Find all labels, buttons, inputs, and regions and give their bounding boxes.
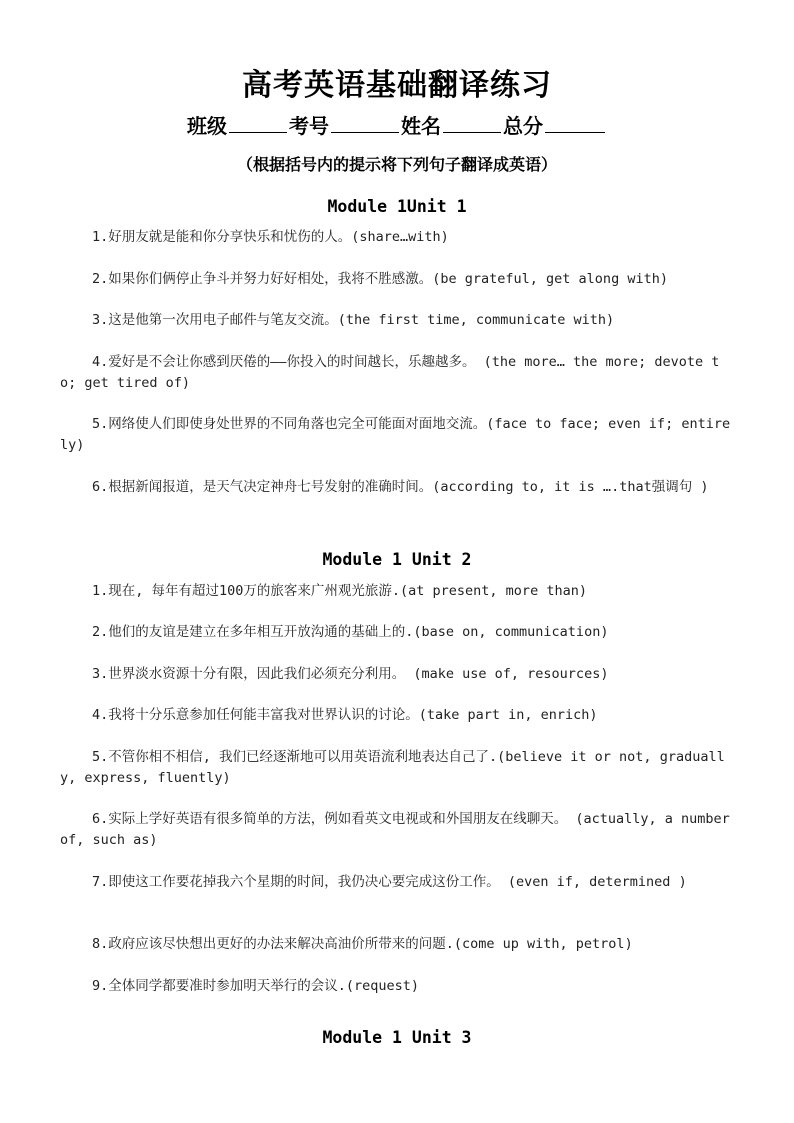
list-item: 6.根据新闻报道，是天气决定神舟七号发射的准确时间。(according to, it is ….that强调句 ): [92, 479, 709, 495]
score-label: 总分: [503, 114, 543, 138]
student-info-line: [0, 110, 794, 139]
list-item: 3.这是他第一次用电子邮件与笔友交流。(the first time, communicate with): [92, 312, 615, 328]
list-item: 4.爱好是不会让你感到厌倦的——你投入的时间越长，乐趣越多。 (the more… the more; devote to; get tired of): [60, 354, 720, 391]
section-heading-unit-1: Module 1Unit 1: [327, 197, 467, 216]
exam-number-blank[interactable]: [331, 112, 399, 133]
section-heading-unit-2: Module 1 Unit 2: [322, 550, 472, 569]
list-item: 8.政府应该尽快想出更好的办法来解决高油价所带来的问题.(come up with, petrol): [92, 936, 633, 952]
list-item: 5.不管你相不相信, 我们已经逐渐地可以用英语流利地表达自己了.(believe it or not, gradually, express, fluently): [60, 749, 725, 786]
list-item: 1.好朋友就是能和你分享快乐和忧伤的人。(share…with): [92, 229, 449, 245]
list-item: 6.实际上学好英语有很多简单的方法，例如看英文电视或和外国朋友在线聊天。 (actually, a number of, such as): [60, 811, 730, 848]
name-label: 姓名: [401, 114, 441, 138]
list-item: 1.现在, 每年有超过100万的旅客来广州观光旅游.(at present, more than): [92, 583, 587, 599]
list-item: 9.全体同学都要准时参加明天举行的会议.(request): [92, 978, 420, 994]
list-item: 4.我将十分乐意参加任何能丰富我对世界认识的讨论。(take part in, enrich): [92, 707, 598, 723]
section-heading-unit-3: Module 1 Unit 3: [322, 1028, 472, 1047]
page-title: 高考英语基础翻译练习: [242, 68, 552, 103]
list-item: 2.如果你们俩停止争斗并努力好好相处，我将不胜感激。(be grateful, get along with): [92, 271, 668, 287]
list-item: 7.即使这工作要花掉我六个星期的时间，我仍决心要完成这份工作。 (even if, determined ): [92, 874, 687, 890]
exam-number-label: 考号: [289, 114, 329, 138]
list-item: 3.世界淡水资源十分有限，因此我们必须充分利用。 (make use of, resources): [92, 666, 609, 682]
class-blank[interactable]: [229, 112, 287, 133]
list-item: 2.他们的友谊是建立在多年相互开放沟通的基础上的.(base on, communication): [92, 624, 609, 640]
class-label: 班级: [187, 114, 227, 138]
list-item: 5.网络使人们即使身处世界的不同角落也完全可能面对面地交流。(face to face; even if; entirely): [60, 416, 731, 453]
name-blank[interactable]: [443, 112, 501, 133]
instruction-text: （根据括号内的提示将下列句子翻译成英语）: [236, 155, 557, 174]
score-blank[interactable]: [545, 112, 605, 133]
